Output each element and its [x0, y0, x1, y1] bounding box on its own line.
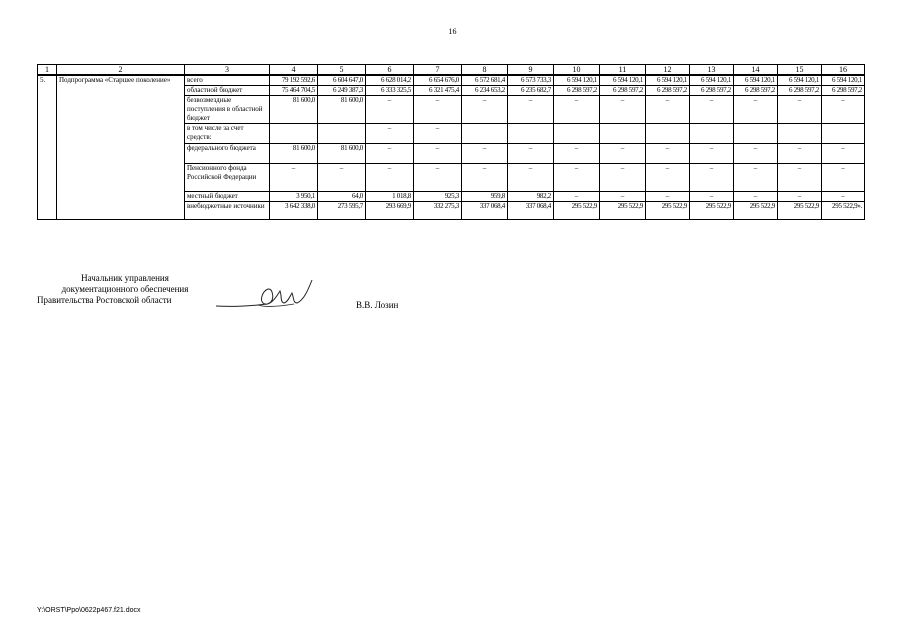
handwritten-signature — [212, 276, 322, 316]
value-cell: 6 594 120,1 — [822, 75, 865, 86]
value-cell: – — [822, 192, 865, 202]
value-cell: – — [690, 164, 734, 192]
value-cell: 6 298 597,2 — [600, 86, 646, 96]
column-number-cell: 7 — [414, 65, 462, 76]
program-number: 5. — [38, 75, 57, 220]
column-number-cell: 8 — [462, 65, 508, 76]
value-cell: – — [414, 96, 462, 124]
funding-source-label: безвозмездные поступления в областной бюджет — [185, 96, 270, 124]
value-cell: – — [646, 192, 690, 202]
value-cell: 959,8 — [462, 192, 508, 202]
value-cell: 6 298 597,2 — [554, 86, 600, 96]
value-cell: – — [462, 144, 508, 164]
column-number-cell: 4 — [270, 65, 318, 76]
column-number-cell: 16 — [822, 65, 865, 76]
budget-table — [37, 64, 865, 220]
value-cell: – — [600, 96, 646, 124]
value-cell: – — [822, 144, 865, 164]
column-number-cell: 13 — [690, 65, 734, 76]
value-cell — [646, 124, 690, 144]
value-cell: – — [508, 96, 554, 124]
value-cell: 6 234 653,2 — [462, 86, 508, 96]
value-cell: – — [822, 96, 865, 124]
value-cell: – — [646, 164, 690, 192]
column-number-cell: 6 — [366, 65, 414, 76]
value-cell: – — [690, 96, 734, 124]
value-cell: – — [734, 96, 778, 124]
value-cell: 295 522,9 — [734, 202, 778, 220]
value-cell — [318, 124, 366, 144]
value-cell — [462, 124, 508, 144]
value-cell: – — [414, 164, 462, 192]
value-cell: 3 950,1 — [270, 192, 318, 202]
value-cell: 81 600,0 — [270, 144, 318, 164]
value-cell: – — [366, 144, 414, 164]
position-line-2: документационного обеспечения — [61, 284, 189, 294]
value-cell: 81 600,0 — [270, 96, 318, 124]
value-cell: 332 275,3 — [414, 202, 462, 220]
value-cell: 6 321 475,4 — [414, 86, 462, 96]
value-cell: 337 068,4 — [508, 202, 554, 220]
value-cell: 6 298 597,2 — [822, 86, 865, 96]
value-cell: – — [778, 144, 822, 164]
value-cell: – — [690, 144, 734, 164]
value-cell: 81 600,0 — [318, 96, 366, 124]
value-cell: 6 298 597,2 — [690, 86, 734, 96]
column-number-cell: 14 — [734, 65, 778, 76]
position-line-1: Начальник управления — [81, 273, 169, 283]
column-number-cell: 12 — [646, 65, 690, 76]
value-cell: 273 595,7 — [318, 202, 366, 220]
value-cell: – — [778, 164, 822, 192]
value-cell: 295 522,9 — [554, 202, 600, 220]
value-cell: – — [778, 192, 822, 202]
value-cell: 6 594 120,1 — [778, 75, 822, 86]
funding-source-label: в том числе за счет средств: — [185, 124, 270, 144]
value-cell: 6 628 014,2 — [366, 75, 414, 86]
program-name: Подпрограмма «Старшее поколение» — [57, 75, 185, 220]
value-cell — [270, 124, 318, 144]
value-cell — [508, 124, 554, 144]
value-cell: 6 573 733,3 — [508, 75, 554, 86]
table-row — [38, 75, 865, 86]
value-cell: – — [778, 96, 822, 124]
value-cell: 6 572 681,4 — [462, 75, 508, 86]
funding-source-label: областной бюджет — [185, 86, 270, 96]
value-cell: – — [600, 192, 646, 202]
column-number-cell: 3 — [185, 65, 270, 76]
value-cell: – — [366, 96, 414, 124]
value-cell — [600, 124, 646, 144]
column-number-cell: 1 — [38, 65, 57, 76]
value-cell: 6 298 597,2 — [734, 86, 778, 96]
value-cell: 6 594 120,1 — [734, 75, 778, 86]
value-cell: 295 522,9». — [822, 202, 865, 220]
value-cell: 6 235 682,7 — [508, 86, 554, 96]
value-cell: 925,3 — [414, 192, 462, 202]
value-cell: – — [508, 164, 554, 192]
value-cell: – — [600, 144, 646, 164]
value-cell: 6 604 647,0 — [318, 75, 366, 86]
value-cell: 6 249 387,3 — [318, 86, 366, 96]
value-cell: 6 594 120,1 — [600, 75, 646, 86]
value-cell: – — [690, 192, 734, 202]
value-cell: 295 522,9 — [778, 202, 822, 220]
value-cell: – — [734, 144, 778, 164]
value-cell: – — [734, 164, 778, 192]
value-cell: 295 522,9 — [690, 202, 734, 220]
signer-name: В.В. Лозин — [356, 300, 399, 310]
value-cell — [690, 124, 734, 144]
value-cell: – — [462, 164, 508, 192]
value-cell: – — [734, 192, 778, 202]
value-cell: – — [318, 164, 366, 192]
value-cell: – — [554, 192, 600, 202]
file-path: Y:\ORST\Ppo\0622p467.f21.docx — [37, 607, 141, 614]
value-cell — [734, 124, 778, 144]
funding-source-label: Пенсионного фонда Российской Федерации — [185, 164, 270, 192]
value-cell: – — [646, 144, 690, 164]
value-cell: 293 669,9 — [366, 202, 414, 220]
column-number-cell: 2 — [57, 65, 185, 76]
signature-block — [35, 273, 215, 306]
value-cell — [778, 124, 822, 144]
page-number: 16 — [448, 27, 457, 36]
position-line-3: Правительства Ростовской области — [37, 295, 172, 305]
value-cell: – — [270, 164, 318, 192]
funding-source-label: всего — [185, 75, 270, 86]
column-number-cell: 11 — [600, 65, 646, 76]
value-cell: 75 464 704,5 — [270, 86, 318, 96]
value-cell: 6 298 597,2 — [646, 86, 690, 96]
value-cell: – — [508, 144, 554, 164]
column-number-cell: 10 — [554, 65, 600, 76]
value-cell: 6 333 325,5 — [366, 86, 414, 96]
column-number-cell: 15 — [778, 65, 822, 76]
value-cell: 3 642 338,0 — [270, 202, 318, 220]
value-cell: – — [554, 164, 600, 192]
value-cell — [822, 124, 865, 144]
value-cell: 6 654 676,0 — [414, 75, 462, 86]
value-cell: 6 594 120,1 — [554, 75, 600, 86]
value-cell: – — [822, 164, 865, 192]
funding-source-label: местный бюджет — [185, 192, 270, 202]
value-cell: 79 192 592,6 — [270, 75, 318, 86]
value-cell: – — [366, 164, 414, 192]
value-cell: 6 594 120,1 — [646, 75, 690, 86]
value-cell: 6 594 120,1 — [690, 75, 734, 86]
value-cell: 1 018,8 — [366, 192, 414, 202]
value-cell: – — [600, 164, 646, 192]
value-cell: – — [462, 96, 508, 124]
value-cell: 295 522,9 — [646, 202, 690, 220]
value-cell: 81 600,0 — [318, 144, 366, 164]
value-cell: – — [554, 96, 600, 124]
value-cell: 337 068,4 — [462, 202, 508, 220]
value-cell — [554, 124, 600, 144]
funding-source-label: внебюджетные источники — [185, 202, 270, 220]
column-number-cell: 9 — [508, 65, 554, 76]
value-cell: – — [366, 124, 414, 144]
value-cell: 64,0 — [318, 192, 366, 202]
value-cell: – — [646, 96, 690, 124]
column-number-cell: 5 — [318, 65, 366, 76]
value-cell: 6 298 597,2 — [778, 86, 822, 96]
value-cell: – — [414, 144, 462, 164]
column-number-row — [38, 65, 865, 76]
value-cell: – — [414, 124, 462, 144]
value-cell: – — [554, 144, 600, 164]
value-cell: 982,2 — [508, 192, 554, 202]
funding-source-label: федерального бюджета — [185, 144, 270, 164]
value-cell: 295 522,9 — [600, 202, 646, 220]
